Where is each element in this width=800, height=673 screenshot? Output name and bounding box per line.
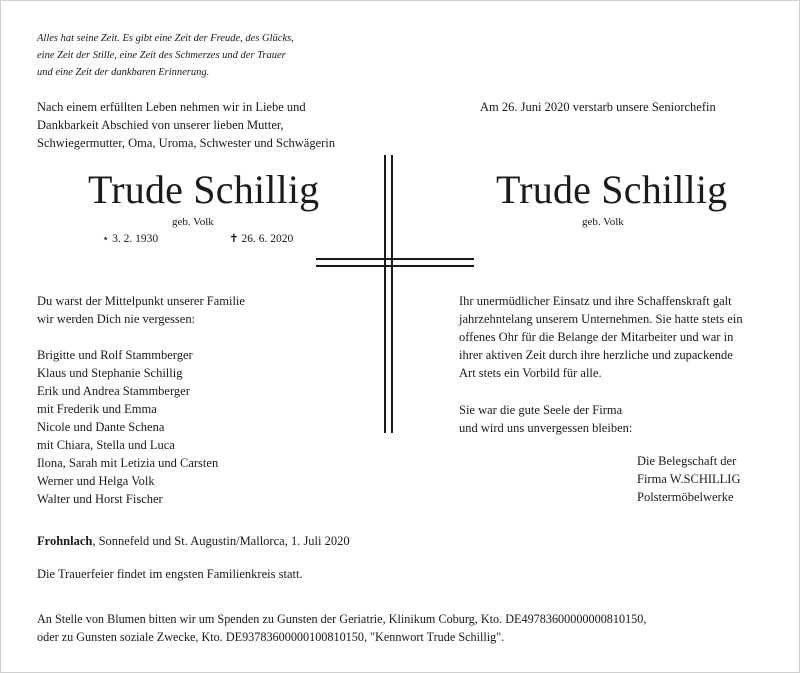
- signature-line: Die Belegschaft der: [637, 454, 737, 468]
- motto-line: Alles hat seine Zeit. Es gibt eine Zeit der Freude, des Glücks,: [37, 33, 294, 44]
- company-signature: [637, 452, 740, 506]
- donation-note: [37, 610, 646, 646]
- soul-line: und wird uns unvergessen bleiben:: [459, 421, 633, 435]
- list-item: Nicole und Dante Schena: [37, 420, 165, 434]
- maiden-name-company: geb. Volk: [582, 216, 624, 228]
- mourners-list: [37, 346, 218, 508]
- motto-line: und eine Zeit der dankbaren Erinnerung.: [37, 67, 210, 78]
- family-intro-line: Dankbarkeit Abschied von unserer lieben Mutter,: [37, 118, 284, 132]
- tribute-line: offenes Ohr für die Belange der Mitarbeiter und war in: [459, 330, 734, 344]
- family-message: [37, 292, 245, 328]
- list-item: mit Chiara, Stella und Luca: [37, 438, 175, 452]
- company-tribute: [459, 292, 743, 382]
- motto-line: eine Zeit der Stille, eine Zeit des Schmerzes und der Trauer: [37, 50, 286, 61]
- family-message-line: wir werden Dich nie vergessen:: [37, 312, 196, 326]
- list-item: Ilona, Sarah mit Letizia und Carsten: [37, 456, 219, 470]
- family-intro-line: Schwiegermutter, Oma, Uroma, Schwester und Schwägerin: [37, 136, 336, 150]
- family-intro-line: Nach einem erfüllten Leben nehmen wir in Liebe und: [37, 100, 306, 114]
- cross-icon: [316, 155, 474, 433]
- funeral-note: Die Trauerfeier findet im engsten Familienkreis statt.: [37, 567, 303, 581]
- signature-line: Firma W.SCHILLIG: [637, 472, 741, 486]
- company-soul: [459, 401, 632, 437]
- list-item: Klaus und Stephanie Schillig: [37, 366, 183, 380]
- list-item: Werner und Helga Volk: [37, 474, 155, 488]
- list-item: Erik und Andrea Stammberger: [37, 384, 190, 398]
- tribute-line: ihrer aktiven Zeit durch ihre herzliche und zupackende: [459, 348, 733, 362]
- tribute-line: Art stets ein Vorbild für alle.: [459, 366, 602, 380]
- place-date: [37, 532, 350, 550]
- signature-line: Polstermöbelwerke: [637, 490, 734, 504]
- list-item: Walter und Horst Fischer: [37, 492, 163, 506]
- soul-line: Sie war die gute Seele der Firma: [459, 403, 623, 417]
- family-message-line: Du warst der Mittelpunkt unserer Familie: [37, 294, 245, 308]
- donation-line: oder zu Gunsten soziale Zwecke, Kto. DE93783600000100810150, "Kennwort Trude Schillig".: [37, 630, 505, 644]
- place-name: Frohnlach: [37, 534, 93, 548]
- family-intro: [37, 98, 335, 152]
- maiden-name: geb. Volk: [172, 216, 214, 228]
- place-rest: , Sonnefeld und St. Augustin/Mallorca, 1. Juli 2020: [92, 534, 350, 548]
- tribute-line: jahrzehntelang unserem Unternehmen. Sie hatte stets ein: [459, 312, 743, 326]
- company-intro: Am 26. Juni 2020 verstarb unsere Seniorchefin: [480, 100, 716, 114]
- deceased-name: Trude Schillig: [88, 167, 320, 212]
- motto: [37, 30, 294, 81]
- list-item: Brigitte und Rolf Stammberger: [37, 348, 193, 362]
- deceased-name-company: Trude Schillig: [496, 167, 728, 212]
- tribute-line: Ihr unermüdlicher Einsatz und ihre Schaffenskraft galt: [459, 294, 732, 308]
- death-date: ✝ 26. 6. 2020: [229, 233, 294, 245]
- list-item: mit Frederik und Emma: [37, 402, 157, 416]
- donation-line: An Stelle von Blumen bitten wir um Spenden zu Gunsten der Geriatrie, Klinikum Coburg, Kto. DE49783600000000810150,: [37, 612, 647, 626]
- birth-date: ⋆ 3. 2. 1930: [102, 233, 159, 245]
